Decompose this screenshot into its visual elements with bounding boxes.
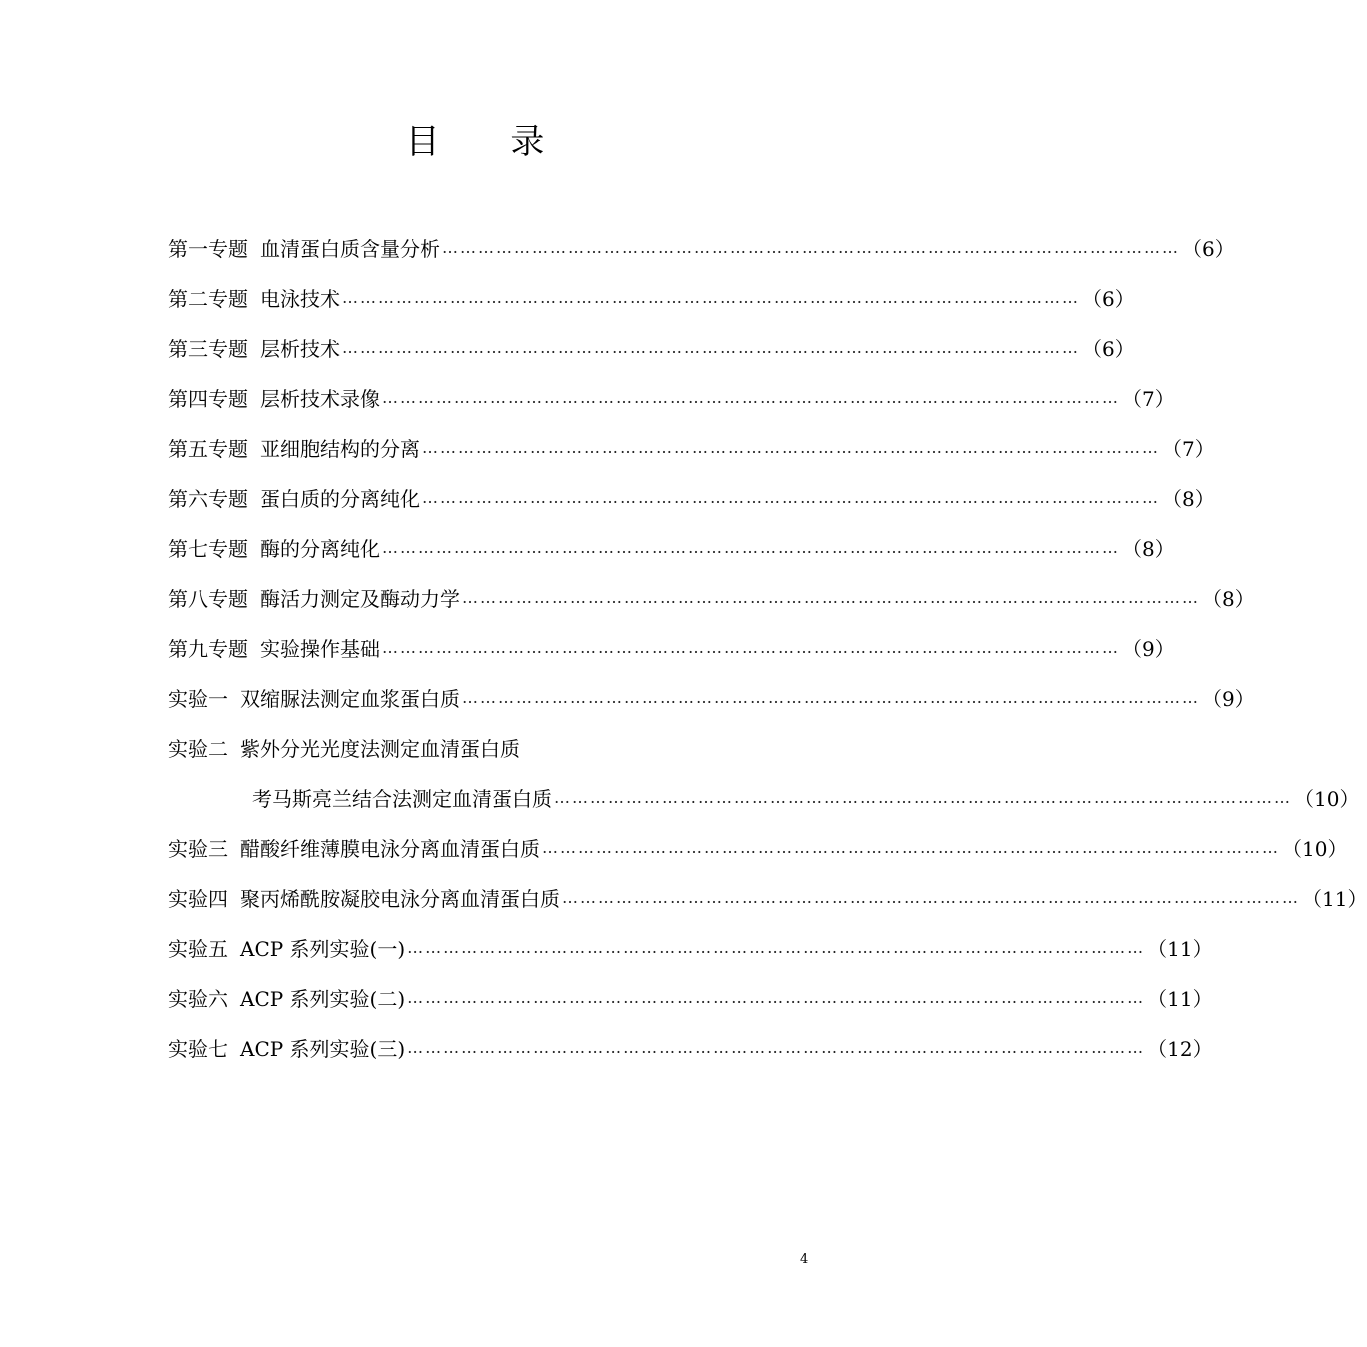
toc-entry-text: 醋酸纤维薄膜电泳分离血清蛋白质 bbox=[240, 836, 540, 861]
toc-entry-text: 实验操作基础 bbox=[260, 636, 380, 661]
toc-entry bbox=[168, 472, 1215, 522]
toc-entry-page: （9） bbox=[1202, 686, 1255, 711]
dot-leader: …………………………………………………………………………………………………………… bbox=[562, 887, 1300, 907]
toc-entry-page: （6） bbox=[1182, 236, 1235, 261]
toc-entry-number: 第七专题 bbox=[168, 536, 248, 561]
toc-entry bbox=[168, 922, 1213, 972]
toc-entry-number: 第四专题 bbox=[168, 386, 248, 411]
dot-leader: …………………………………………………………………………………………………………… bbox=[442, 237, 1180, 257]
toc-entry-label bbox=[168, 583, 460, 612]
toc-entry bbox=[168, 222, 1235, 272]
toc-entry-number: 第六专题 bbox=[168, 486, 248, 511]
toc-entry-label bbox=[168, 683, 460, 712]
toc-entry bbox=[168, 672, 1255, 722]
page-number: 4 bbox=[800, 1252, 809, 1267]
dot-leader: …………………………………………………………………………………………………………… bbox=[407, 987, 1146, 1007]
toc-entry bbox=[168, 622, 1175, 672]
toc-list bbox=[168, 222, 1367, 1072]
toc-entry-label bbox=[168, 333, 340, 362]
toc-entry-label bbox=[168, 383, 380, 412]
toc-entry-page: （12） bbox=[1147, 1036, 1213, 1061]
toc-entry-text: ACP 系列实验(一) bbox=[240, 936, 406, 961]
toc-entry-number: 第一专题 bbox=[168, 236, 248, 261]
toc-entry-number: 实验五 bbox=[168, 936, 228, 961]
toc-entry-number: 实验一 bbox=[168, 686, 228, 711]
toc-entry-text: 层析技术 bbox=[260, 336, 340, 361]
toc-entry-page: （8） bbox=[1162, 486, 1215, 511]
dot-leader: …………………………………………………………………………………………………………… bbox=[382, 637, 1120, 657]
toc-entry-label bbox=[168, 633, 380, 662]
dot-leader: …………………………………………………………………………………………………………… bbox=[554, 787, 1292, 807]
toc-entry bbox=[168, 572, 1255, 622]
toc-entry-label bbox=[168, 883, 560, 912]
toc-entry-label bbox=[168, 933, 405, 962]
toc-entry-label bbox=[168, 733, 520, 762]
dot-leader: …………………………………………………………………………………………………………… bbox=[462, 587, 1200, 607]
toc-entry-text: 双缩脲法测定血浆蛋白质 bbox=[240, 686, 460, 711]
toc-entry bbox=[168, 322, 1135, 372]
toc-entry-number: 第二专题 bbox=[168, 286, 248, 311]
toc-entry-label bbox=[168, 483, 420, 512]
toc-entry bbox=[168, 822, 1348, 872]
toc-entry-page: （10） bbox=[1294, 786, 1360, 811]
toc-entry-text: 层析技术录像 bbox=[260, 386, 380, 411]
toc-entry-number: 实验七 bbox=[168, 1036, 228, 1061]
toc-entry-text: 蛋白质的分离纯化 bbox=[260, 486, 420, 511]
toc-entry-label bbox=[168, 233, 440, 262]
toc-entry-label bbox=[168, 833, 540, 862]
dot-leader: …………………………………………………………………………………………………………… bbox=[407, 1037, 1146, 1057]
dot-leader: …………………………………………………………………………………………………………… bbox=[342, 287, 1080, 307]
toc-entry-number: 实验六 bbox=[168, 986, 228, 1011]
toc-title: 目 录 bbox=[405, 122, 575, 162]
toc-entry-number: 实验四 bbox=[168, 886, 228, 911]
toc-entry bbox=[168, 972, 1213, 1022]
toc-entry-page: （7） bbox=[1162, 436, 1215, 461]
toc-entry-text: 电泳技术 bbox=[260, 286, 340, 311]
dot-leader: …………………………………………………………………………………………………………… bbox=[422, 487, 1160, 507]
toc-entry bbox=[168, 372, 1175, 422]
toc-entry bbox=[168, 522, 1175, 572]
toc-entry-label bbox=[168, 1033, 405, 1062]
toc-entry-page: （11） bbox=[1302, 886, 1367, 911]
toc-entry-text: 酶活力测定及酶动力学 bbox=[260, 586, 460, 611]
toc-entry-page: （9） bbox=[1122, 636, 1175, 661]
dot-leader: …………………………………………………………………………………………………………… bbox=[342, 337, 1080, 357]
toc-entry-text: 血清蛋白质含量分析 bbox=[260, 236, 440, 261]
dot-leader: …………………………………………………………………………………………………………… bbox=[407, 937, 1146, 957]
toc-entry-page: （6） bbox=[1082, 336, 1135, 361]
toc-entry-label bbox=[168, 983, 405, 1012]
toc-entry-text: 聚丙烯酰胺凝胶电泳分离血清蛋白质 bbox=[240, 886, 560, 911]
dot-leader: …………………………………………………………………………………………………………… bbox=[422, 437, 1160, 457]
toc-entry-page: （6） bbox=[1082, 286, 1135, 311]
toc-entry bbox=[168, 872, 1367, 922]
toc-entry bbox=[168, 722, 812, 772]
toc-entry-number: 第九专题 bbox=[168, 636, 248, 661]
dot-leader: …………………………………………………………………………………………………………… bbox=[542, 837, 1280, 857]
toc-entry-text: ACP 系列实验(三) bbox=[240, 1036, 406, 1061]
toc-entry-label bbox=[168, 433, 420, 462]
toc-entry-page: （7） bbox=[1122, 386, 1175, 411]
toc-entry bbox=[168, 422, 1215, 472]
toc-entry-label bbox=[252, 783, 552, 812]
toc-entry-label bbox=[168, 283, 340, 312]
dot-leader: …………………………………………………………………………………………………………… bbox=[462, 687, 1200, 707]
toc-entry-text: 考马斯亮兰结合法测定血清蛋白质 bbox=[252, 786, 552, 811]
toc-entry-text: 紫外分光光度法测定血清蛋白质 bbox=[240, 736, 520, 761]
toc-entry-label bbox=[168, 533, 380, 562]
toc-entry-number: 第三专题 bbox=[168, 336, 248, 361]
toc-entry-number: 实验三 bbox=[168, 836, 228, 861]
dot-leader: …………………………………………………………………………………………………………… bbox=[382, 537, 1120, 557]
toc-entry-text: ACP 系列实验(二) bbox=[240, 986, 406, 1011]
dot-leader: …………………………………………………………………………………………………………… bbox=[382, 387, 1120, 407]
toc-entry-number: 第五专题 bbox=[168, 436, 248, 461]
toc-entry bbox=[168, 1022, 1213, 1072]
toc-entry-text: 酶的分离纯化 bbox=[260, 536, 380, 561]
toc-entry-number: 第八专题 bbox=[168, 586, 248, 611]
toc-entry-page: （11） bbox=[1147, 986, 1213, 1011]
toc-entry bbox=[168, 272, 1135, 322]
toc-entry-page: （8） bbox=[1202, 586, 1255, 611]
toc-entry-text: 亚细胞结构的分离 bbox=[260, 436, 420, 461]
toc-entry bbox=[168, 772, 1360, 822]
toc-entry-page: （10） bbox=[1282, 836, 1348, 861]
toc-entry-page: （11） bbox=[1147, 936, 1213, 961]
toc-entry-number: 实验二 bbox=[168, 736, 228, 761]
toc-entry-page: （8） bbox=[1122, 536, 1175, 561]
